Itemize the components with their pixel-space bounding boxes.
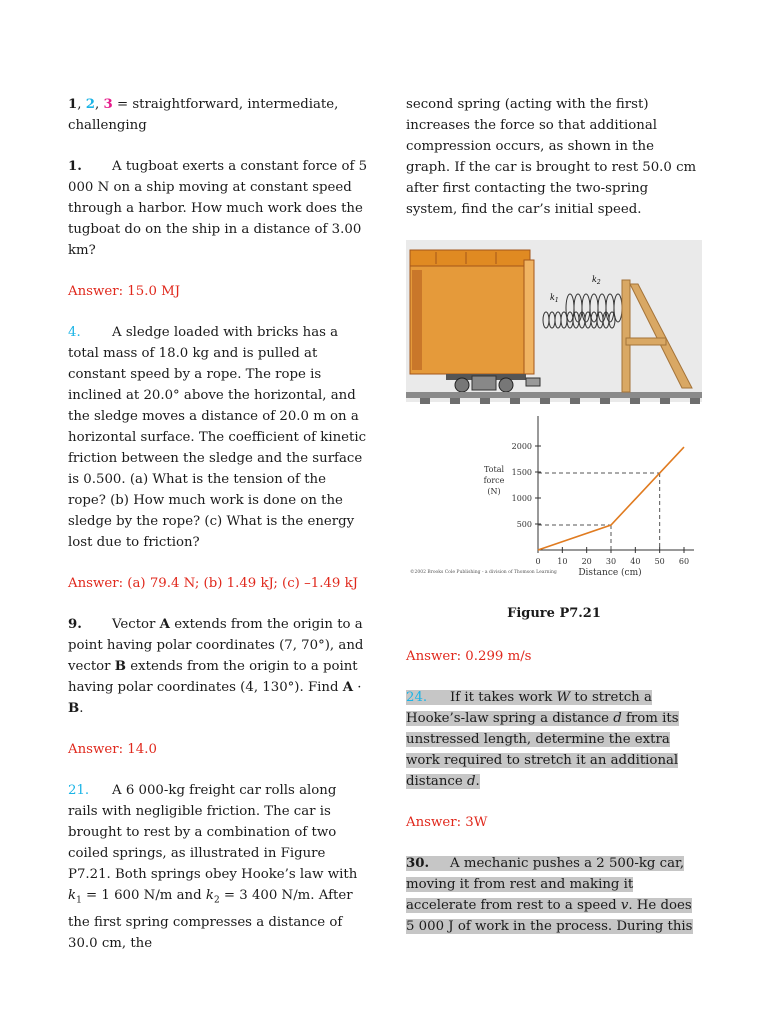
x-tick-label: 40 xyxy=(630,557,641,566)
y-tick-label: 1000 xyxy=(511,494,532,503)
figure-caption: Figure P7.21 xyxy=(507,606,601,621)
k2-figure-label: $k_2$ xyxy=(592,275,601,286)
text-part: A 6 000-kg freight car rolls along rails with negligible friction. The car is brought to rest by a combination of two coiled springs, as illustrated in Figure P7.21. Both springs obey Hooke’s law with xyxy=(68,783,358,882)
k2-symbol: k xyxy=(205,888,214,903)
problem-4 xyxy=(68,322,368,553)
text-part: . He does 5 000 J of work in the process. During this xyxy=(406,898,693,934)
legend-3: 3 xyxy=(103,97,113,112)
x-tick-label: 60 xyxy=(678,557,690,566)
problem-number: 4. xyxy=(68,325,81,340)
problem-number: 1. xyxy=(68,159,82,174)
force-distance-chart xyxy=(410,416,694,578)
x-tick-label: 10 xyxy=(557,557,568,566)
answer-4: Answer: (a) 79.4 N; (b) 1.49 kJ; (c) –1.49 kJ xyxy=(68,576,358,591)
legend-2: 2 xyxy=(85,97,95,112)
text-part: If it takes work xyxy=(450,690,557,705)
y-axis-label: Total xyxy=(483,465,505,474)
text-part: · xyxy=(353,680,362,695)
y-axis-label: force xyxy=(483,476,505,485)
problem-21 xyxy=(68,780,368,954)
answer-24: Answer: 3W xyxy=(406,815,488,830)
figure-credit: ©2002 Brooks Cole Publishing - a division of Thomson Learning xyxy=(410,570,557,575)
distance-symbol: d xyxy=(466,774,476,789)
legend-text: = straightforward, intermediate, challenging xyxy=(68,97,339,133)
text-part: extends from the origin to a point having polar coordinates (7, 70°), and vector xyxy=(68,617,364,674)
left-column xyxy=(68,94,368,974)
text-part: . xyxy=(79,701,84,716)
x-tick-label: 0 xyxy=(535,557,541,566)
figure-p7-21 xyxy=(406,240,702,597)
k1-symbol: k xyxy=(68,888,77,903)
text-part: = 3 400 N/m. After the first spring compresses a distance of 30.0 cm, the xyxy=(68,888,353,951)
text-part: . xyxy=(475,774,480,789)
problem-text: A tugboat exerts a constant force of 5 000 N on a ship moving at constant speed through a harbor. How much work does the tugboat do on the ship in a distance of 3.00 km? xyxy=(68,159,368,258)
y-axis-label: (N) xyxy=(487,487,501,496)
problem-number: 30. xyxy=(406,856,430,871)
k1-figure-label: $k_1$ xyxy=(550,293,559,304)
freight-car-illustration xyxy=(406,240,702,590)
problem-number: 9. xyxy=(68,617,82,632)
x-tick-label: 50 xyxy=(654,557,665,566)
y-tick-label: 500 xyxy=(516,520,532,529)
right-column xyxy=(406,94,702,957)
legend-1: 1 xyxy=(68,97,78,112)
y-tick-label: 1500 xyxy=(511,468,532,477)
x-tick-label: 20 xyxy=(581,557,592,566)
text-part: A mechanic pushes a 2 500-kg car, moving it from rest and making it accelerate from rest to a speed xyxy=(406,856,685,913)
x-tick-label: 30 xyxy=(605,557,617,566)
difficulty-legend: 1, 2, 3 = straightforward, intermediate, challenging xyxy=(68,97,339,133)
vector-b: B xyxy=(68,701,80,716)
k2-subscript: 2 xyxy=(213,895,220,906)
speed-symbol: v xyxy=(620,898,629,913)
problem-number: 24. xyxy=(406,690,428,705)
k1-subscript: 1 xyxy=(76,895,82,906)
problem-number: 21. xyxy=(68,783,90,798)
problem-text: A sledge loaded with bricks has a total mass of 18.0 kg and is pulled at constant speed by a rope. The rope is inclined at 20.0° above the horizontal, and the sledge moves a distance of 20.0 m on a horizontal surface. The coefficient of kinetic friction between the sledge and the surface is 0.500. (a) What is the tension of the rope? (b) How much work is done on the sledge by the rope? (c) What is the energy lost due to friction? xyxy=(68,325,367,550)
vector-a: A xyxy=(342,680,354,695)
text-part: extends from the origin to a point having polar coordinates (4, 130°). Find xyxy=(68,659,358,695)
answer-1: Answer: 15.0 MJ xyxy=(68,284,181,299)
answer-9: Answer: 14.0 xyxy=(68,742,157,757)
vector-a: A xyxy=(159,617,170,632)
problem-1 xyxy=(68,156,368,261)
text-part: = 1 600 N/m and xyxy=(81,888,206,903)
problem-24 xyxy=(406,687,702,792)
y-tick-label: 2000 xyxy=(511,442,532,451)
problem-9 xyxy=(68,614,368,719)
vector-b: B xyxy=(114,659,127,674)
text-part: to stretch a Hooke’s-law spring a distance xyxy=(406,690,652,726)
work-symbol: W xyxy=(556,690,571,705)
problem-30 xyxy=(406,853,702,937)
x-axis-label: Distance (cm) xyxy=(578,568,642,578)
text-part: from its unstressed length, determine the extra work required to stretch it an additional distance xyxy=(406,711,679,789)
problem-21-continued: second spring (acting with the first) increases the force so that additional compression occurs, as shown in the graph. If the car is brought to rest 50.0 cm after first contacting the two-spring system, find the car’s initial speed. xyxy=(406,97,697,217)
text-part: Vector xyxy=(112,617,160,632)
answer-21: Answer: 0.299 m/s xyxy=(406,649,532,664)
distance-symbol: d xyxy=(613,711,622,726)
